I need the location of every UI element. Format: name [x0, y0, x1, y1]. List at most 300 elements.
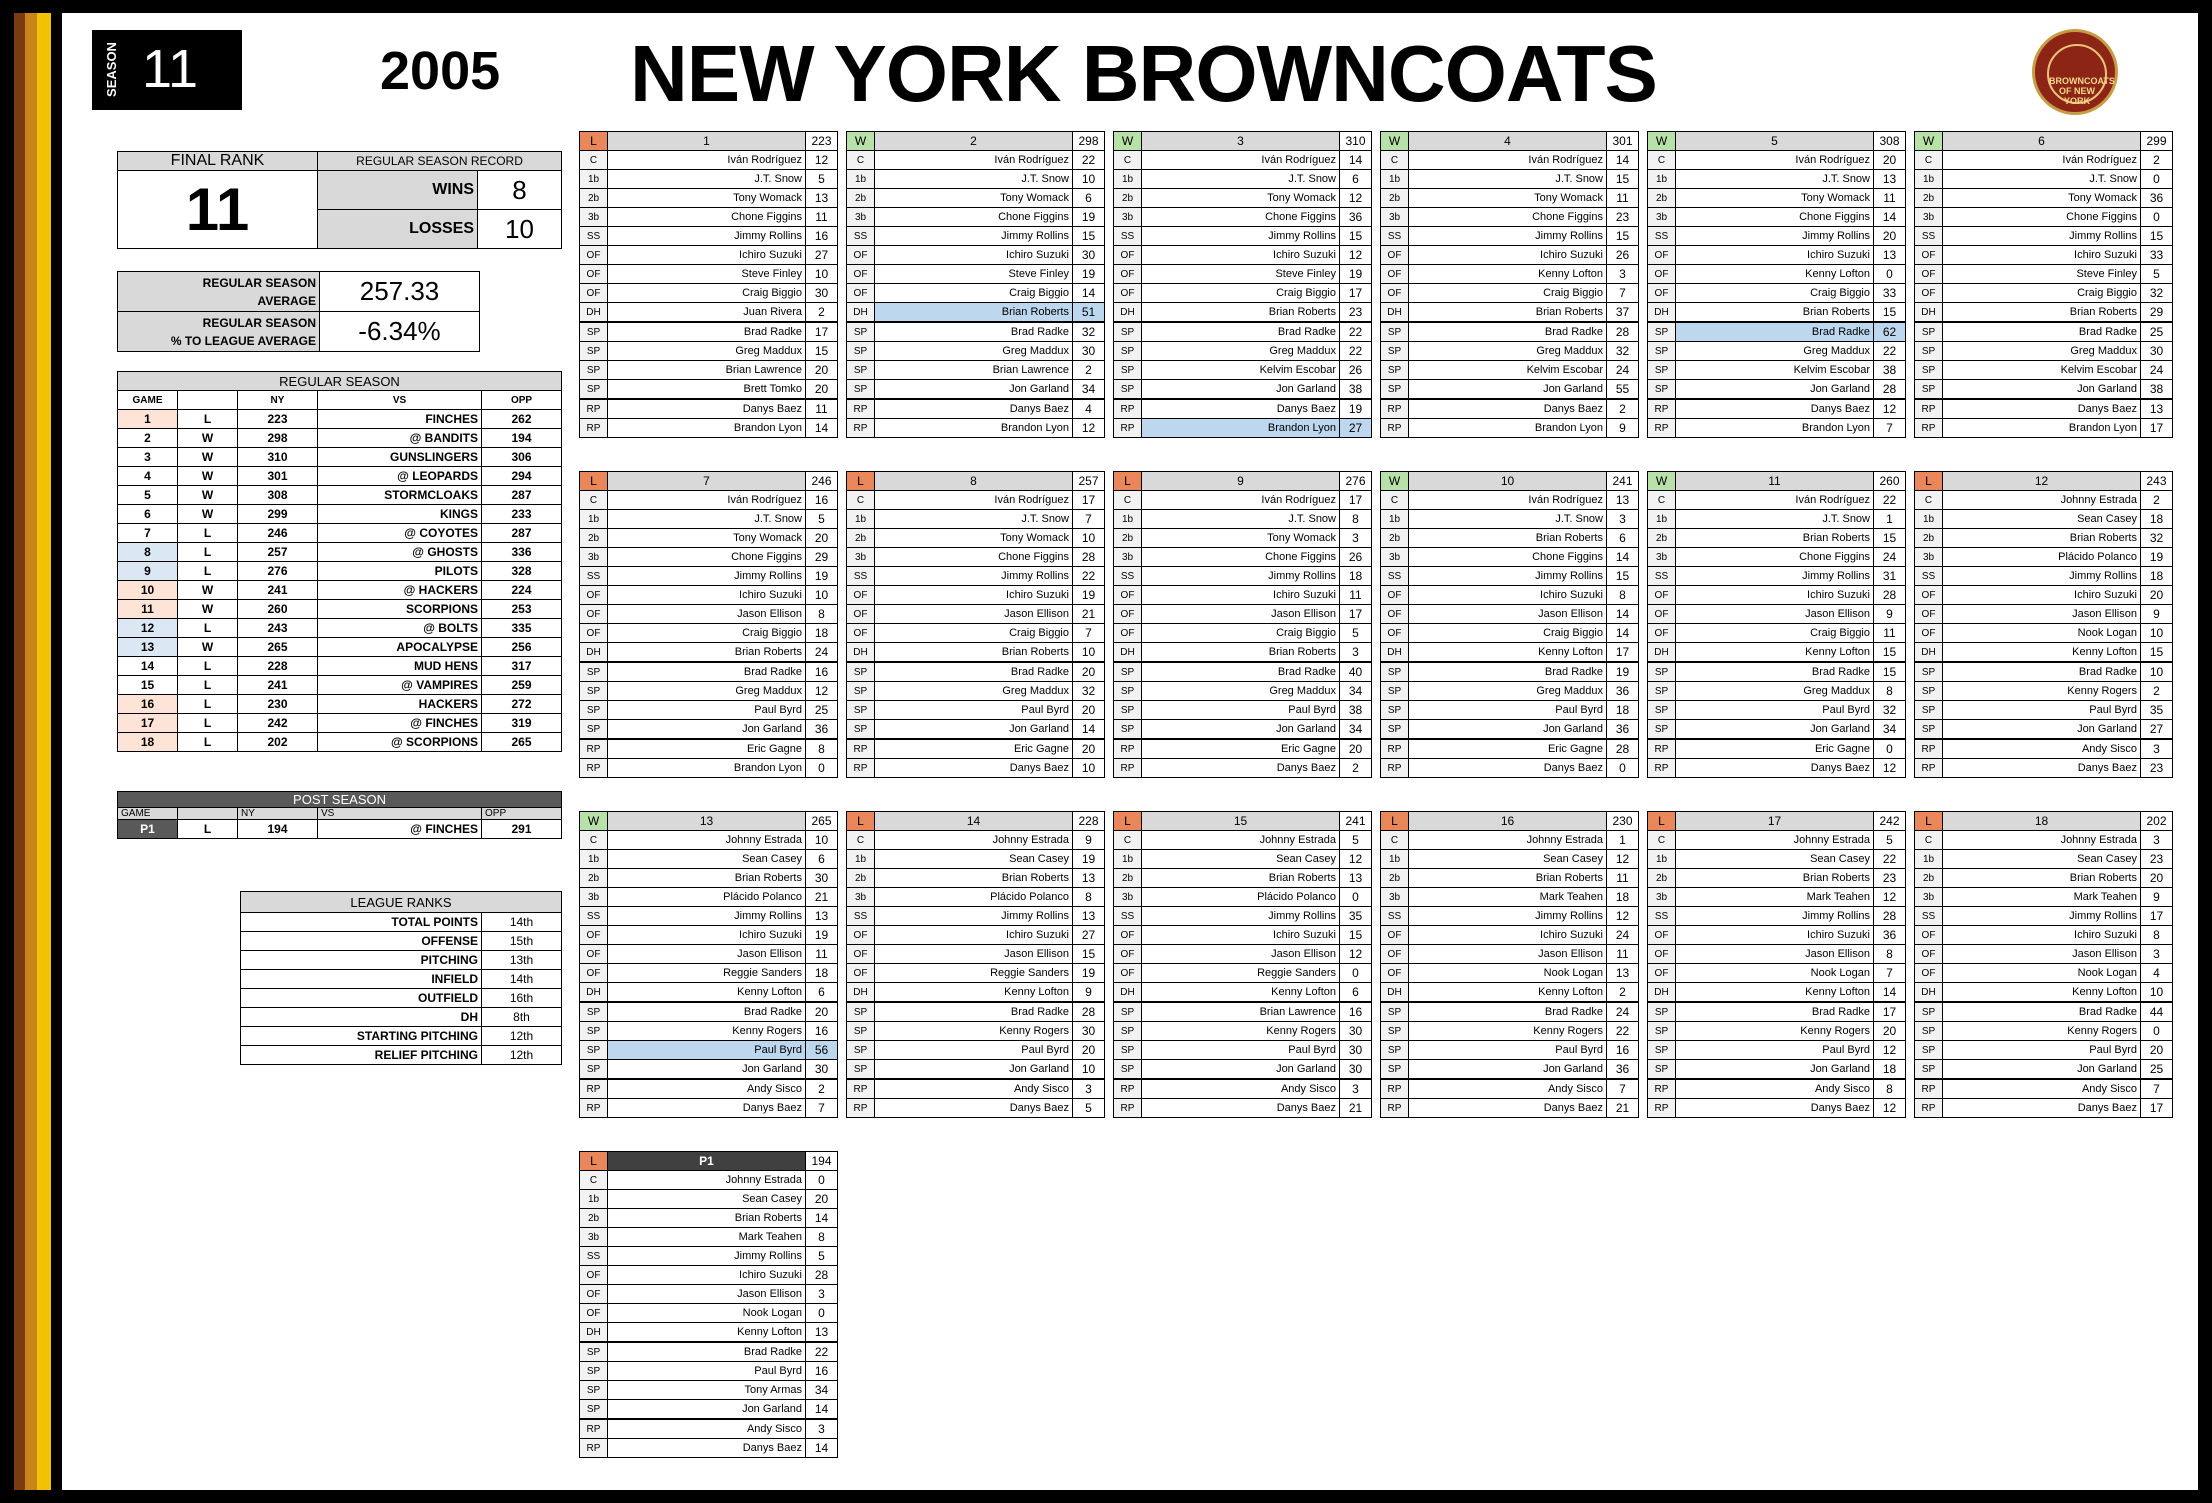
game-box [1647, 131, 1906, 438]
position: SP [1915, 342, 1943, 361]
player-points: 15 [1340, 926, 1372, 945]
player-row [847, 926, 1105, 945]
player-row [1114, 888, 1372, 907]
position: 3b [847, 888, 875, 907]
player-name: Brandon Lyon [1676, 419, 1874, 438]
player-points: 16 [806, 662, 838, 682]
player-points: 15 [1874, 529, 1906, 548]
player-points: 12 [806, 682, 838, 701]
player-name: Jimmy Rollins [1676, 907, 1874, 926]
game-box [1647, 811, 1906, 1118]
player-name: Brian Roberts [875, 869, 1073, 888]
position: SP [1381, 662, 1409, 682]
player-name: Paul Byrd [1943, 701, 2141, 720]
player-points: 29 [2141, 303, 2173, 323]
position: SP [1915, 662, 1943, 682]
post-season-title: POST SEASON [118, 792, 562, 808]
player-points: 0 [806, 1304, 838, 1323]
position: SP [1915, 1060, 1943, 1080]
player-row [1648, 265, 1906, 284]
player-points: 20 [806, 1190, 838, 1209]
game-header [1915, 472, 2173, 491]
player-name: Chone Figgins [1142, 208, 1340, 227]
player-name: Brad Radke [608, 662, 806, 682]
opp-score: 317 [482, 657, 562, 676]
position: SP [1381, 361, 1409, 380]
player-name: Reggie Sanders [875, 964, 1073, 983]
game-result: L [178, 619, 238, 638]
rank-row [241, 913, 562, 932]
player-points: 7 [1874, 964, 1906, 983]
position: C [1648, 491, 1676, 510]
position: OF [1648, 605, 1676, 624]
rank-category: PITCHING [241, 951, 482, 970]
player-name: Ichiro Suzuki [1676, 246, 1874, 265]
player-row [1381, 380, 1639, 400]
avg-label [118, 272, 320, 312]
player-name: Ichiro Suzuki [1409, 586, 1607, 605]
player-row [1381, 869, 1639, 888]
player-name: Brian Roberts [1676, 303, 1874, 323]
player-name: Jon Garland [875, 1060, 1073, 1080]
player-name: Kenny Lofton [608, 1323, 806, 1343]
player-name: Andy Sisco [1943, 1079, 2141, 1099]
player-row [580, 586, 838, 605]
player-points: 12 [1607, 850, 1639, 869]
player-row [1381, 322, 1639, 342]
player-name: Jimmy Rollins [1409, 227, 1607, 246]
player-points: 10 [1073, 643, 1105, 663]
player-row [1381, 983, 1639, 1003]
player-row [1915, 1041, 2173, 1060]
player-row [1114, 284, 1372, 303]
position: 2b [1114, 189, 1142, 208]
game-result: L [178, 657, 238, 676]
player-name: Craig Biggio [1142, 624, 1340, 643]
player-points: 15 [1073, 945, 1105, 964]
player-points: 17 [1340, 491, 1372, 510]
player-row [580, 945, 838, 964]
position: DH [580, 983, 608, 1003]
player-row [580, 682, 838, 701]
player-points: 27 [1073, 926, 1105, 945]
player-points: 11 [1607, 869, 1639, 888]
game-header [1381, 132, 1639, 151]
season-row [118, 638, 562, 657]
player-row [580, 170, 838, 189]
position: SP [1381, 1022, 1409, 1041]
opponent: KINGS [318, 505, 482, 524]
player-row [847, 419, 1105, 438]
player-name: Kenny Rogers [1142, 1022, 1340, 1041]
position: SP [580, 322, 608, 342]
player-row [1915, 586, 2173, 605]
player-points: 22 [1607, 1022, 1639, 1041]
regular_season-col-game: GAME [118, 391, 178, 410]
regular_season-col-ny: NY [238, 391, 318, 410]
player-name: Paul Byrd [1409, 701, 1607, 720]
player-points: 37 [1607, 303, 1639, 323]
position: SS [1915, 907, 1943, 926]
player-row [580, 208, 838, 227]
player-points: 19 [1073, 265, 1105, 284]
position: OF [580, 1285, 608, 1304]
position: RP [1381, 1079, 1409, 1099]
position: DH [1381, 303, 1409, 323]
player-points: 15 [1607, 567, 1639, 586]
post_season-col-game: GAME [118, 808, 178, 820]
player-points: 20 [1073, 662, 1105, 682]
final-rank-value: 11 [118, 171, 318, 249]
player-points: 27 [2141, 720, 2173, 740]
player-name: Tony Womack [1142, 189, 1340, 208]
losses-label: LOSSES [318, 210, 478, 249]
season-row [118, 657, 562, 676]
player-row [580, 1209, 838, 1228]
opponent: @ VAMPIRES [318, 676, 482, 695]
player-points: 5 [806, 510, 838, 529]
player-points: 5 [1340, 831, 1372, 850]
player-row [1648, 1079, 1906, 1099]
position: 1b [1381, 170, 1409, 189]
player-name: Danys Baez [1142, 399, 1340, 419]
player-points: 2 [1607, 399, 1639, 419]
player-points: 12 [1073, 419, 1105, 438]
player-name: Kenny Lofton [1943, 983, 2141, 1003]
player-points: 13 [1874, 246, 1906, 265]
player-row [847, 945, 1105, 964]
position: 3b [1915, 208, 1943, 227]
opponent: @ COYOTES [318, 524, 482, 543]
player-name: Johnny Estrada [608, 831, 806, 850]
player-name: Steve Finley [1142, 265, 1340, 284]
player-name: Greg Maddux [1409, 682, 1607, 701]
player-name: Danys Baez [608, 399, 806, 419]
player-row [1915, 151, 2173, 170]
player-row [1648, 739, 1906, 759]
game-number: P1 [608, 1152, 806, 1171]
position: 1b [580, 850, 608, 869]
player-name: Tony Womack [1676, 189, 1874, 208]
position: RP [580, 1419, 608, 1439]
player-row [1381, 419, 1639, 438]
player-points: 17 [1073, 491, 1105, 510]
game-header [847, 472, 1105, 491]
player-name: Johnny Estrada [875, 831, 1073, 850]
player-name: Andy Sisco [875, 1079, 1073, 1099]
game-number: 9 [118, 562, 178, 581]
position: SS [1114, 227, 1142, 246]
player-points: 29 [806, 548, 838, 567]
position: OF [1915, 624, 1943, 643]
player-points: 19 [1073, 586, 1105, 605]
game-box [579, 131, 838, 438]
player-row [1381, 342, 1639, 361]
player-name: Jason Ellison [1943, 945, 2141, 964]
position: DH [847, 643, 875, 663]
player-points: 20 [1874, 1022, 1906, 1041]
position: 3b [1381, 208, 1409, 227]
player-points: 7 [1073, 510, 1105, 529]
position: SP [1915, 682, 1943, 701]
player-row [1114, 945, 1372, 964]
position: DH [580, 303, 608, 323]
player-points: 6 [806, 983, 838, 1003]
player-row [1114, 739, 1372, 759]
opp-score: 287 [482, 486, 562, 505]
position: OF [1114, 624, 1142, 643]
player-name: Ichiro Suzuki [608, 246, 806, 265]
player-row [580, 529, 838, 548]
position: SS [1915, 567, 1943, 586]
ny-score: 242 [238, 714, 318, 733]
position: OF [847, 246, 875, 265]
game-total: 228 [1073, 812, 1105, 831]
player-row [1114, 170, 1372, 189]
position: SP [580, 720, 608, 740]
player-points: 10 [2141, 983, 2173, 1003]
player-row [1648, 303, 1906, 323]
avg-label-line1: REGULAR SEASON [202, 275, 316, 290]
position: 1b [847, 850, 875, 869]
player-points: 19 [2141, 548, 2173, 567]
player-name: Jimmy Rollins [1142, 907, 1340, 926]
player-points: 28 [1073, 1002, 1105, 1022]
position: 3b [1114, 208, 1142, 227]
position: OF [580, 945, 608, 964]
player-row [1915, 983, 2173, 1003]
player-name: Ichiro Suzuki [1943, 586, 2141, 605]
player-name: J.T. Snow [1409, 170, 1607, 189]
regular-season-table [117, 371, 562, 752]
game-number: 4 [118, 467, 178, 486]
player-points: 14 [1607, 624, 1639, 643]
player-row [1915, 624, 2173, 643]
player-row [847, 1060, 1105, 1080]
player-name: J.T. Snow [875, 170, 1073, 189]
avg-label-line2: AVERAGE [257, 293, 316, 308]
player-name: Andy Sisco [1943, 739, 2141, 759]
position: SP [1648, 342, 1676, 361]
final-rank-label: FINAL RANK [118, 152, 318, 171]
player-name: Eric Gagne [608, 739, 806, 759]
player-row [1114, 1060, 1372, 1080]
player-points: 13 [1073, 869, 1105, 888]
player-row [1381, 624, 1639, 643]
player-points: 20 [1874, 151, 1906, 170]
player-name: Tony Womack [875, 189, 1073, 208]
player-row [1648, 548, 1906, 567]
position: RP [847, 419, 875, 438]
player-points: 9 [1607, 419, 1639, 438]
player-row [847, 1079, 1105, 1099]
game-total: 223 [806, 132, 838, 151]
player-row [580, 491, 838, 510]
player-points: 15 [1607, 227, 1639, 246]
player-points: 11 [1340, 586, 1372, 605]
regular-season-title: REGULAR SEASON [118, 372, 562, 391]
player-row [580, 701, 838, 720]
player-name: J.T. Snow [608, 510, 806, 529]
player-name: Chone Figgins [1943, 208, 2141, 227]
player-points: 8 [1874, 945, 1906, 964]
player-row [1381, 227, 1639, 246]
position: OF [1648, 926, 1676, 945]
player-points: 3 [806, 1285, 838, 1304]
game-number: 5 [118, 486, 178, 505]
game-result: W [178, 638, 238, 657]
position: RP [1648, 419, 1676, 438]
player-points: 19 [1607, 662, 1639, 682]
season-row [118, 410, 562, 429]
player-points: 16 [1340, 1002, 1372, 1022]
position: SP [1114, 361, 1142, 380]
player-points: 30 [1073, 246, 1105, 265]
player-points: 14 [806, 1400, 838, 1420]
player-points: 11 [1607, 189, 1639, 208]
player-name: Jason Ellison [608, 1285, 806, 1304]
position: OF [580, 605, 608, 624]
player-row [1114, 831, 1372, 850]
player-name: Jimmy Rollins [875, 567, 1073, 586]
player-name: Danys Baez [1676, 1099, 1874, 1118]
position: RP [1648, 739, 1676, 759]
player-row [847, 265, 1105, 284]
player-points: 8 [1340, 510, 1372, 529]
player-name: Greg Maddux [1676, 342, 1874, 361]
player-name: Andy Sisco [608, 1419, 806, 1439]
position: OF [847, 624, 875, 643]
opponent: GUNSLINGERS [318, 448, 482, 467]
player-name: Danys Baez [1943, 1099, 2141, 1118]
position: 2b [1648, 529, 1676, 548]
player-row [1114, 322, 1372, 342]
position: OF [580, 964, 608, 983]
player-points: 38 [1340, 380, 1372, 400]
position: OF [580, 624, 608, 643]
player-row [1381, 907, 1639, 926]
player-row [1648, 624, 1906, 643]
player-points: 18 [806, 624, 838, 643]
player-points: 3 [806, 1419, 838, 1439]
player-name: Mark Teahen [1409, 888, 1607, 907]
player-points: 15 [806, 342, 838, 361]
position: OF [1915, 586, 1943, 605]
player-row [1648, 189, 1906, 208]
player-points: 12 [1340, 850, 1372, 869]
regular_season-col-vs: VS [318, 391, 482, 410]
player-points: 14 [806, 1439, 838, 1458]
player-points: 62 [1874, 322, 1906, 342]
player-points: 23 [1607, 208, 1639, 227]
player-name: Paul Byrd [1943, 1041, 2141, 1060]
position: SP [1114, 682, 1142, 701]
position: RP [1915, 759, 1943, 778]
player-row [1915, 567, 2173, 586]
player-points: 34 [1340, 720, 1372, 740]
position: RP [1114, 419, 1142, 438]
position: RP [1381, 399, 1409, 419]
player-points: 0 [1874, 739, 1906, 759]
game-number: 18 [1943, 812, 2141, 831]
player-points: 21 [1073, 605, 1105, 624]
opponent: @ BANDITS [318, 429, 482, 448]
position: SP [1114, 1060, 1142, 1080]
player-row [1381, 701, 1639, 720]
player-points: 36 [1607, 682, 1639, 701]
player-row [580, 1002, 838, 1022]
position: SP [1114, 342, 1142, 361]
player-name: Iván Rodríguez [1142, 491, 1340, 510]
position: RP [580, 1079, 608, 1099]
game-number: 13 [608, 812, 806, 831]
player-row [580, 265, 838, 284]
player-row [580, 1022, 838, 1041]
player-name: Paul Byrd [608, 701, 806, 720]
player-points: 3 [1340, 529, 1372, 548]
player-points: 3 [1607, 265, 1639, 284]
position: 3b [1114, 888, 1142, 907]
player-row [1648, 759, 1906, 778]
player-points: 15 [1340, 227, 1372, 246]
player-row [1381, 1079, 1639, 1099]
player-row [1381, 510, 1639, 529]
position: 2b [847, 869, 875, 888]
position: SP [847, 1060, 875, 1080]
player-name: Ichiro Suzuki [875, 586, 1073, 605]
player-name: Kenny Rogers [875, 1022, 1073, 1041]
position: C [580, 151, 608, 170]
rank-row [241, 989, 562, 1008]
player-row [1915, 227, 2173, 246]
player-points: 21 [1340, 1099, 1372, 1118]
player-points: 35 [2141, 701, 2173, 720]
player-name: Jon Garland [875, 380, 1073, 400]
game-number: 7 [118, 524, 178, 543]
player-name: Mark Teahen [1676, 888, 1874, 907]
position: 2b [1381, 189, 1409, 208]
player-name: Kelvim Escobar [1409, 361, 1607, 380]
player-points: 13 [1607, 491, 1639, 510]
player-row [1381, 529, 1639, 548]
pct-label-line2: % TO LEAGUE AVERAGE [170, 333, 316, 348]
player-points: 11 [806, 208, 838, 227]
position: C [1648, 151, 1676, 170]
player-name: Kenny Rogers [1409, 1022, 1607, 1041]
player-name: Kelvim Escobar [1943, 361, 2141, 380]
post-season-table [117, 791, 562, 839]
player-name: Ichiro Suzuki [1142, 586, 1340, 605]
position: DH [847, 303, 875, 323]
position: C [1114, 491, 1142, 510]
player-points: 14 [1607, 151, 1639, 170]
logo-text: BROWNCOATS OF NEW YORK [2049, 76, 2115, 106]
player-points: 13 [1073, 907, 1105, 926]
position: OF [1915, 265, 1943, 284]
game-result-badge: L [580, 132, 608, 151]
player-row [1915, 850, 2173, 869]
season-row [118, 505, 562, 524]
position: C [1114, 831, 1142, 850]
game-box [579, 471, 838, 778]
player-points: 14 [1607, 548, 1639, 567]
player-points: 20 [806, 380, 838, 400]
rank-value: 12th [482, 1046, 562, 1065]
ny-score: 228 [238, 657, 318, 676]
player-points: 22 [1874, 342, 1906, 361]
player-row [1648, 1022, 1906, 1041]
player-points: 21 [806, 888, 838, 907]
